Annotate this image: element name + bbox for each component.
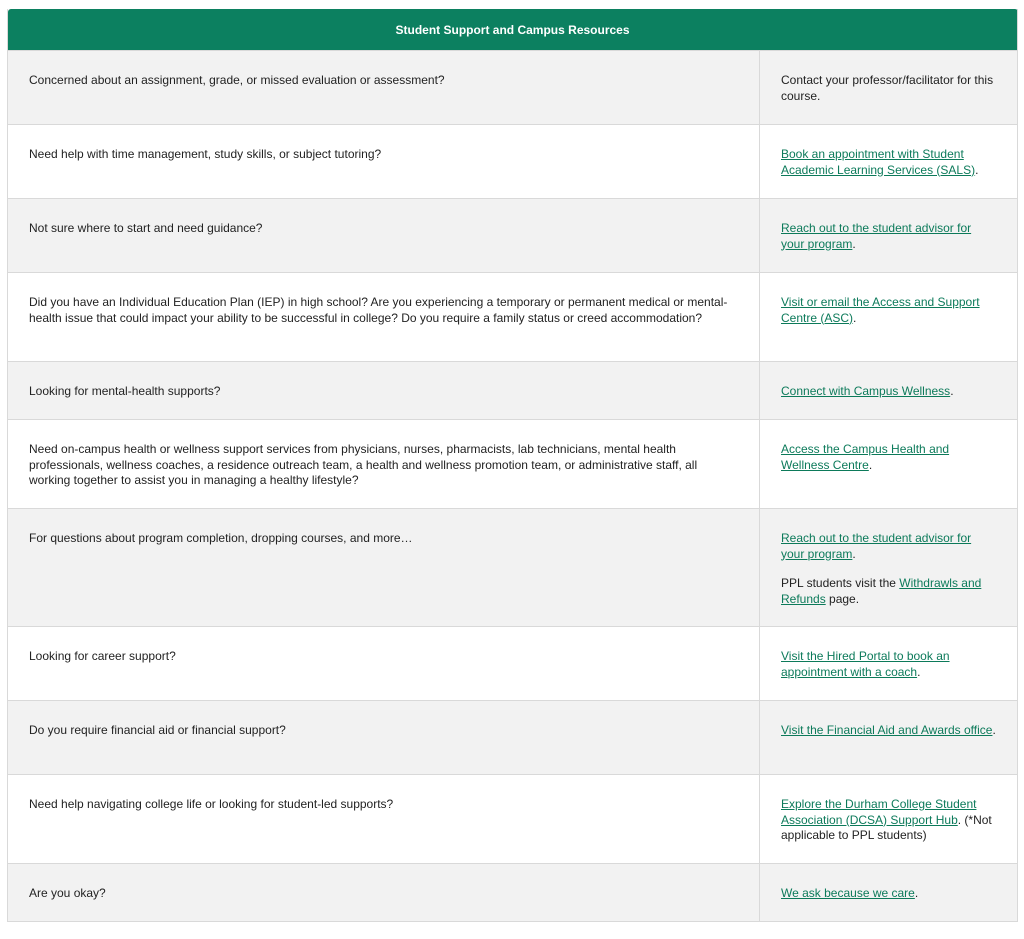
answer-cell [760,701,1018,775]
ppl-note-prefix: PPL students visit the [781,576,900,590]
sals-link[interactable]: Book an appointment with Student Academic Learning Services (SALS) [781,147,976,177]
financial-aid-link[interactable]: Visit the Financial Aid and Awards office [781,723,993,737]
answer-suffix: . [914,886,919,900]
answer-suffix: . [853,310,857,325]
ppl-note-suffix: page. [825,591,860,606]
asc-link[interactable]: Visit or email the Access and Support Centre (ASC) [781,295,980,325]
answer-text: Contact your professor/facilitator for this course. [781,73,994,103]
we-care-link[interactable]: We ask because we care [781,886,915,900]
table-row [8,273,1018,362]
table-row [8,509,1018,627]
answer-suffix: . (*Not applicable to PPL students) [781,812,992,842]
student-advisor-link[interactable]: Reach out to the student advisor for your program [781,531,972,561]
table-title: Student Support and Campus Resources [8,9,1018,51]
question-cell: Looking for career support? [8,627,760,701]
answer-cell [760,627,1018,701]
question-cell: Do you require financial aid or financial support? [8,701,760,775]
answer-cell [760,775,1018,864]
answer-suffix: . [992,723,996,737]
table-row [8,775,1018,864]
answer-suffix: . [852,546,856,561]
answer-suffix: . [975,162,979,177]
answer-suffix: . [852,236,856,251]
question-cell: Not sure where to start and need guidance? [8,199,760,273]
answer-cell [760,420,1018,509]
question-cell: Are you okay? [8,864,760,922]
question-cell: Need on-campus health or wellness support services from physicians, nurses, pharmacists, lab technicians, mental health professionals, wellness coaches, a residence outreach team, a health and wellness promotion team, or administrative staff, all working together to assist you in managing a healthy lifestyle? [8,420,760,509]
dcsa-support-hub-link[interactable]: Explore the Durham College Student Association (DCSA) Support Hub [781,797,977,827]
withdrawals-refunds-link[interactable]: Withdrawls and Refunds [781,576,982,606]
question-cell: Need help navigating college life or looking for student-led supports? [8,775,760,864]
answer-cell [760,125,1018,199]
answer-suffix: . [868,457,873,472]
answer-cell [760,51,1018,125]
campus-wellness-link[interactable]: Connect with Campus Wellness [781,384,951,398]
student-advisor-link[interactable]: Reach out to the student advisor for your program [781,221,972,251]
answer-cell [760,509,1018,627]
table-row [8,701,1018,775]
question-cell: Need help with time management, study skills, or subject tutoring? [8,125,760,199]
health-wellness-centre-link[interactable]: Access the Campus Health and Wellness Centre [781,442,950,472]
resources-table [7,9,1018,922]
answer-cell [760,864,1018,922]
table-row [8,51,1018,125]
table-row [8,362,1018,420]
question-cell: Did you have an Individual Education Plan (IEP) in high school? Are you experiencing a temporary or permanent medical or mental-health issue that could impact your ability to be successful in college? Do you require a family status or creed accommodation? [8,273,760,362]
question-cell: For questions about program completion, dropping courses, and more… [8,509,760,627]
resources-table-container [7,9,1017,922]
ppl-note [781,576,997,607]
table-row [8,627,1018,701]
table-row [8,420,1018,509]
table-row [8,125,1018,199]
question-cell: Looking for mental-health supports? [8,362,760,420]
answer-cell [760,273,1018,362]
hired-portal-link[interactable]: Visit the Hired Portal to book an appointment with a coach [781,649,950,679]
table-row [8,199,1018,273]
answer-cell [760,199,1018,273]
question-cell: Concerned about an assignment, grade, or missed evaluation or assessment? [8,51,760,125]
answer-cell [760,362,1018,420]
table-row [8,864,1018,922]
answer-suffix: . [950,384,954,398]
answer-suffix: . [917,664,921,679]
